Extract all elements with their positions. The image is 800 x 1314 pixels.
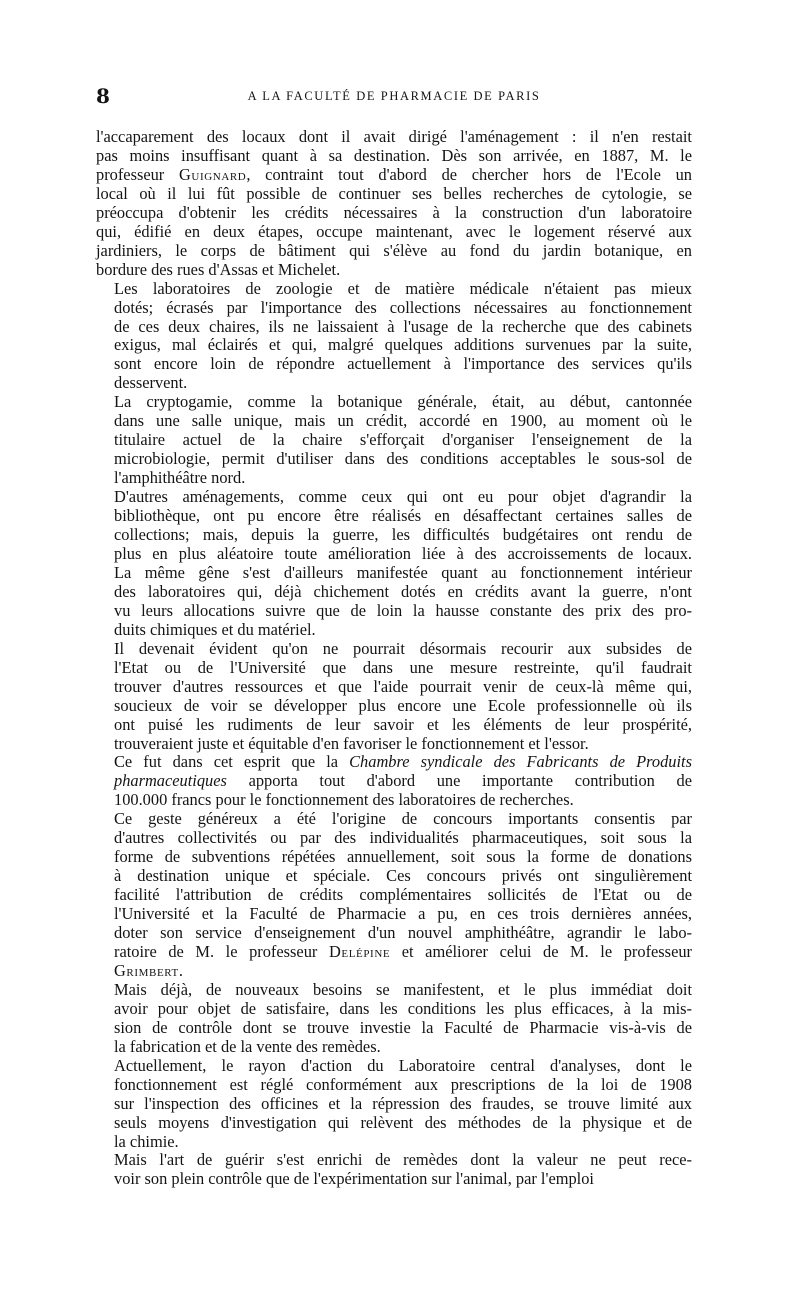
- text-line: soucieux de voir se développer plus encore une Ecole professionnelle où ils: [114, 695, 692, 715]
- text-line: bordure des rues d'Assas et Michelet.: [96, 259, 341, 279]
- paragraph: [96, 981, 692, 1057]
- italic-text: pharmaceutiques: [114, 771, 227, 791]
- text-line: voir son plein contrôle que de l'expérimentation sur l'animal, par l'emploi: [114, 1169, 594, 1189]
- text-line: l'accaparement des locaux dont il avait dirigé l'aménagement : il n'en restait: [96, 127, 692, 146]
- text-line: sur l'inspection des officines et la répression des fraudes, se trouve limité aux: [114, 1093, 692, 1113]
- text-segment: ratoire de M. le professeur: [114, 941, 329, 961]
- text-line: Les laboratoires de zoologie et de matière médicale n'étaient pas mieux: [114, 278, 692, 298]
- page-header: [96, 84, 692, 108]
- text-line: plus en plus aléatoire toute amélioration liée à des accroissements de locaux.: [114, 543, 692, 563]
- text-line: La cryptogamie, comme la botanique générale, était, au début, cantonnée: [114, 392, 692, 412]
- text-line: exigus, mal éclairés et qui, malgré quelques additions survenues par la suite,: [114, 335, 692, 355]
- italic-text: Chambre syndicale des Fabricants de Produits: [349, 752, 692, 772]
- text-line: [96, 166, 692, 185]
- text-line: [96, 962, 692, 981]
- small-caps-name: Guignard: [179, 164, 247, 184]
- text-line: de ces deux chaires, ils ne laissaient à l'usage de la recherche que des cabinets: [114, 316, 692, 336]
- text-line: Il devenait évident qu'on ne pourrait désormais recourir aux subsides de: [114, 638, 692, 658]
- text-line: Actuellement, le rayon d'action du Laboratoire central d'analyses, dont le: [114, 1055, 692, 1075]
- text-line: doter son service d'enseignement d'un nouvel amphithéâtre, agrandir le labo-: [114, 923, 692, 943]
- paragraph: [96, 393, 692, 488]
- body-text: [96, 128, 692, 1189]
- text-line: D'autres aménagements, comme ceux qui ont eu pour objet d'agrandir la: [114, 487, 692, 507]
- text-line: dotés; écrasés par l'importance des collections nécessaires au fonctionnement: [114, 297, 692, 317]
- paragraph: [96, 640, 692, 754]
- text-line: forme de subventions répétées annuellement, soit sous la forme de donations: [114, 847, 692, 867]
- text-line: pas moins insuffisant quant à sa destination. Dès son arrivée, en 1887, M. le: [96, 145, 692, 165]
- text-line: des laboratoires qui, déjà chichement dotés en crédits avant la guerre, n'ont: [114, 581, 692, 601]
- text-segment: .: [178, 960, 183, 980]
- small-caps-name: Delépine: [328, 941, 391, 961]
- text-line: 100.000 francs pour le fonctionnement des laboratoires de recherches.: [114, 790, 574, 810]
- text-line: dans une salle unique, mais un crédit, accordé en 1900, au moment où le: [114, 411, 692, 431]
- paragraph: [96, 753, 692, 810]
- text-line: la chimie.: [114, 1131, 179, 1151]
- text-line: titulaire actuel de la chaire s'efforçait d'organiser l'enseignement de la: [114, 430, 692, 450]
- text-segment: professeur: [96, 164, 179, 184]
- text-line: à destination unique et spéciale. Ces concours privés ont singulièrement: [114, 866, 692, 886]
- text-line: avoir pour objet de satisfaire, dans les conditions les plus efficaces, à la mis-: [114, 998, 692, 1018]
- text-line: seuls moyens d'investigation qui relèvent des méthodes de la physique et de: [114, 1112, 692, 1132]
- text-line: d'autres collectivités ou par des individualités pharmaceutiques, soit sous la: [114, 828, 692, 848]
- text-line: La même gêne s'est d'ailleurs manifestée quant au fonctionnement intérieur: [114, 562, 692, 582]
- text-segment: , contraint tout d'abord de chercher hors de l'Ecole un: [246, 164, 692, 184]
- text-line: trouveraient juste et équitable d'en favoriser le fonctionnement et l'essor.: [114, 733, 589, 753]
- text-line: trouver d'autres ressources et que l'aide pourrait venir de ceux-là même qui,: [114, 676, 692, 696]
- text-segment: et améliorer celui de M. le professeur: [390, 941, 692, 961]
- text-segment: Ce fut dans cet esprit que la: [114, 752, 350, 772]
- text-line: microbiologie, permit d'utiliser dans des conditions acceptables le sous-sol de: [114, 449, 692, 469]
- text-line: [96, 753, 692, 772]
- text-line: duits chimiques et du matériel.: [114, 619, 316, 639]
- text-line: [96, 943, 692, 962]
- small-caps-name: Grimbert: [114, 960, 179, 980]
- text-line: desservent.: [114, 373, 188, 393]
- paragraph: [96, 280, 692, 394]
- paragraph: [96, 488, 692, 640]
- text-line: collections; mais, depuis la guerre, les difficultés budgétaires ont rendu de: [114, 525, 692, 545]
- paragraph: [96, 810, 692, 981]
- text-line: l'amphithéâtre nord.: [114, 468, 246, 488]
- text-segment: apporta tout d'abord une importante contribution de: [226, 771, 692, 791]
- text-line: préoccupa d'obtenir les crédits nécessaires à la construction d'un laboratoire: [96, 202, 692, 222]
- text-line: sont encore loin de répondre actuellement à l'importance des services qu'ils: [114, 354, 692, 374]
- text-line: la fabrication et de la vente des remèdes.: [114, 1036, 381, 1056]
- text-line: facilité l'attribution de crédits complémentaires sollicités de l'Etat ou de: [114, 885, 692, 905]
- text-line: fonctionnement est réglé conformément aux prescriptions de la loi de 1908: [114, 1074, 692, 1094]
- paragraph: [96, 1151, 692, 1189]
- page-number: 8: [96, 84, 110, 108]
- text-line: [96, 772, 692, 791]
- text-line: jardiniers, le corps de bâtiment qui s'élève au fond du jardin botanique, en: [96, 240, 692, 260]
- text-line: Mais l'art de guérir s'est enrichi de remèdes dont la valeur ne peut rece-: [114, 1150, 692, 1170]
- paragraph: [96, 128, 692, 280]
- text-line: vu leurs allocations suivre que de loin la hausse constante des prix des pro-: [114, 600, 692, 620]
- text-line: Mais déjà, de nouveaux besoins se manifestent, et le plus immédiat doit: [114, 979, 692, 999]
- text-line: l'Etat ou de l'Université que dans une mesure restreinte, qu'il faudrait: [114, 657, 692, 677]
- text-line: Ce geste généreux a été l'origine de concours importants consentis par: [114, 809, 692, 829]
- text-line: local où il lui fût possible de continuer ses belles recherches de cytologie, se: [96, 183, 692, 203]
- text-line: ont puisé les rudiments de leur savoir et les éléments de leur prospérité,: [114, 714, 692, 734]
- text-line: sion de contrôle dont se trouve investie la Faculté de Pharmacie vis-à-vis de: [114, 1017, 692, 1037]
- paragraph: [96, 1057, 692, 1152]
- text-line: qui, édifié en deux étapes, occupe maintenant, avec le logement réservé aux: [96, 221, 692, 241]
- text-line: l'Université et la Faculté de Pharmacie a pu, en ces trois dernières années,: [114, 904, 692, 924]
- running-title: A LA FACULTÉ DE PHARMACIE DE PARIS: [247, 89, 541, 103]
- text-line: bibliothèque, ont pu encore être réalisés en désaffectant certaines salles de: [114, 506, 692, 526]
